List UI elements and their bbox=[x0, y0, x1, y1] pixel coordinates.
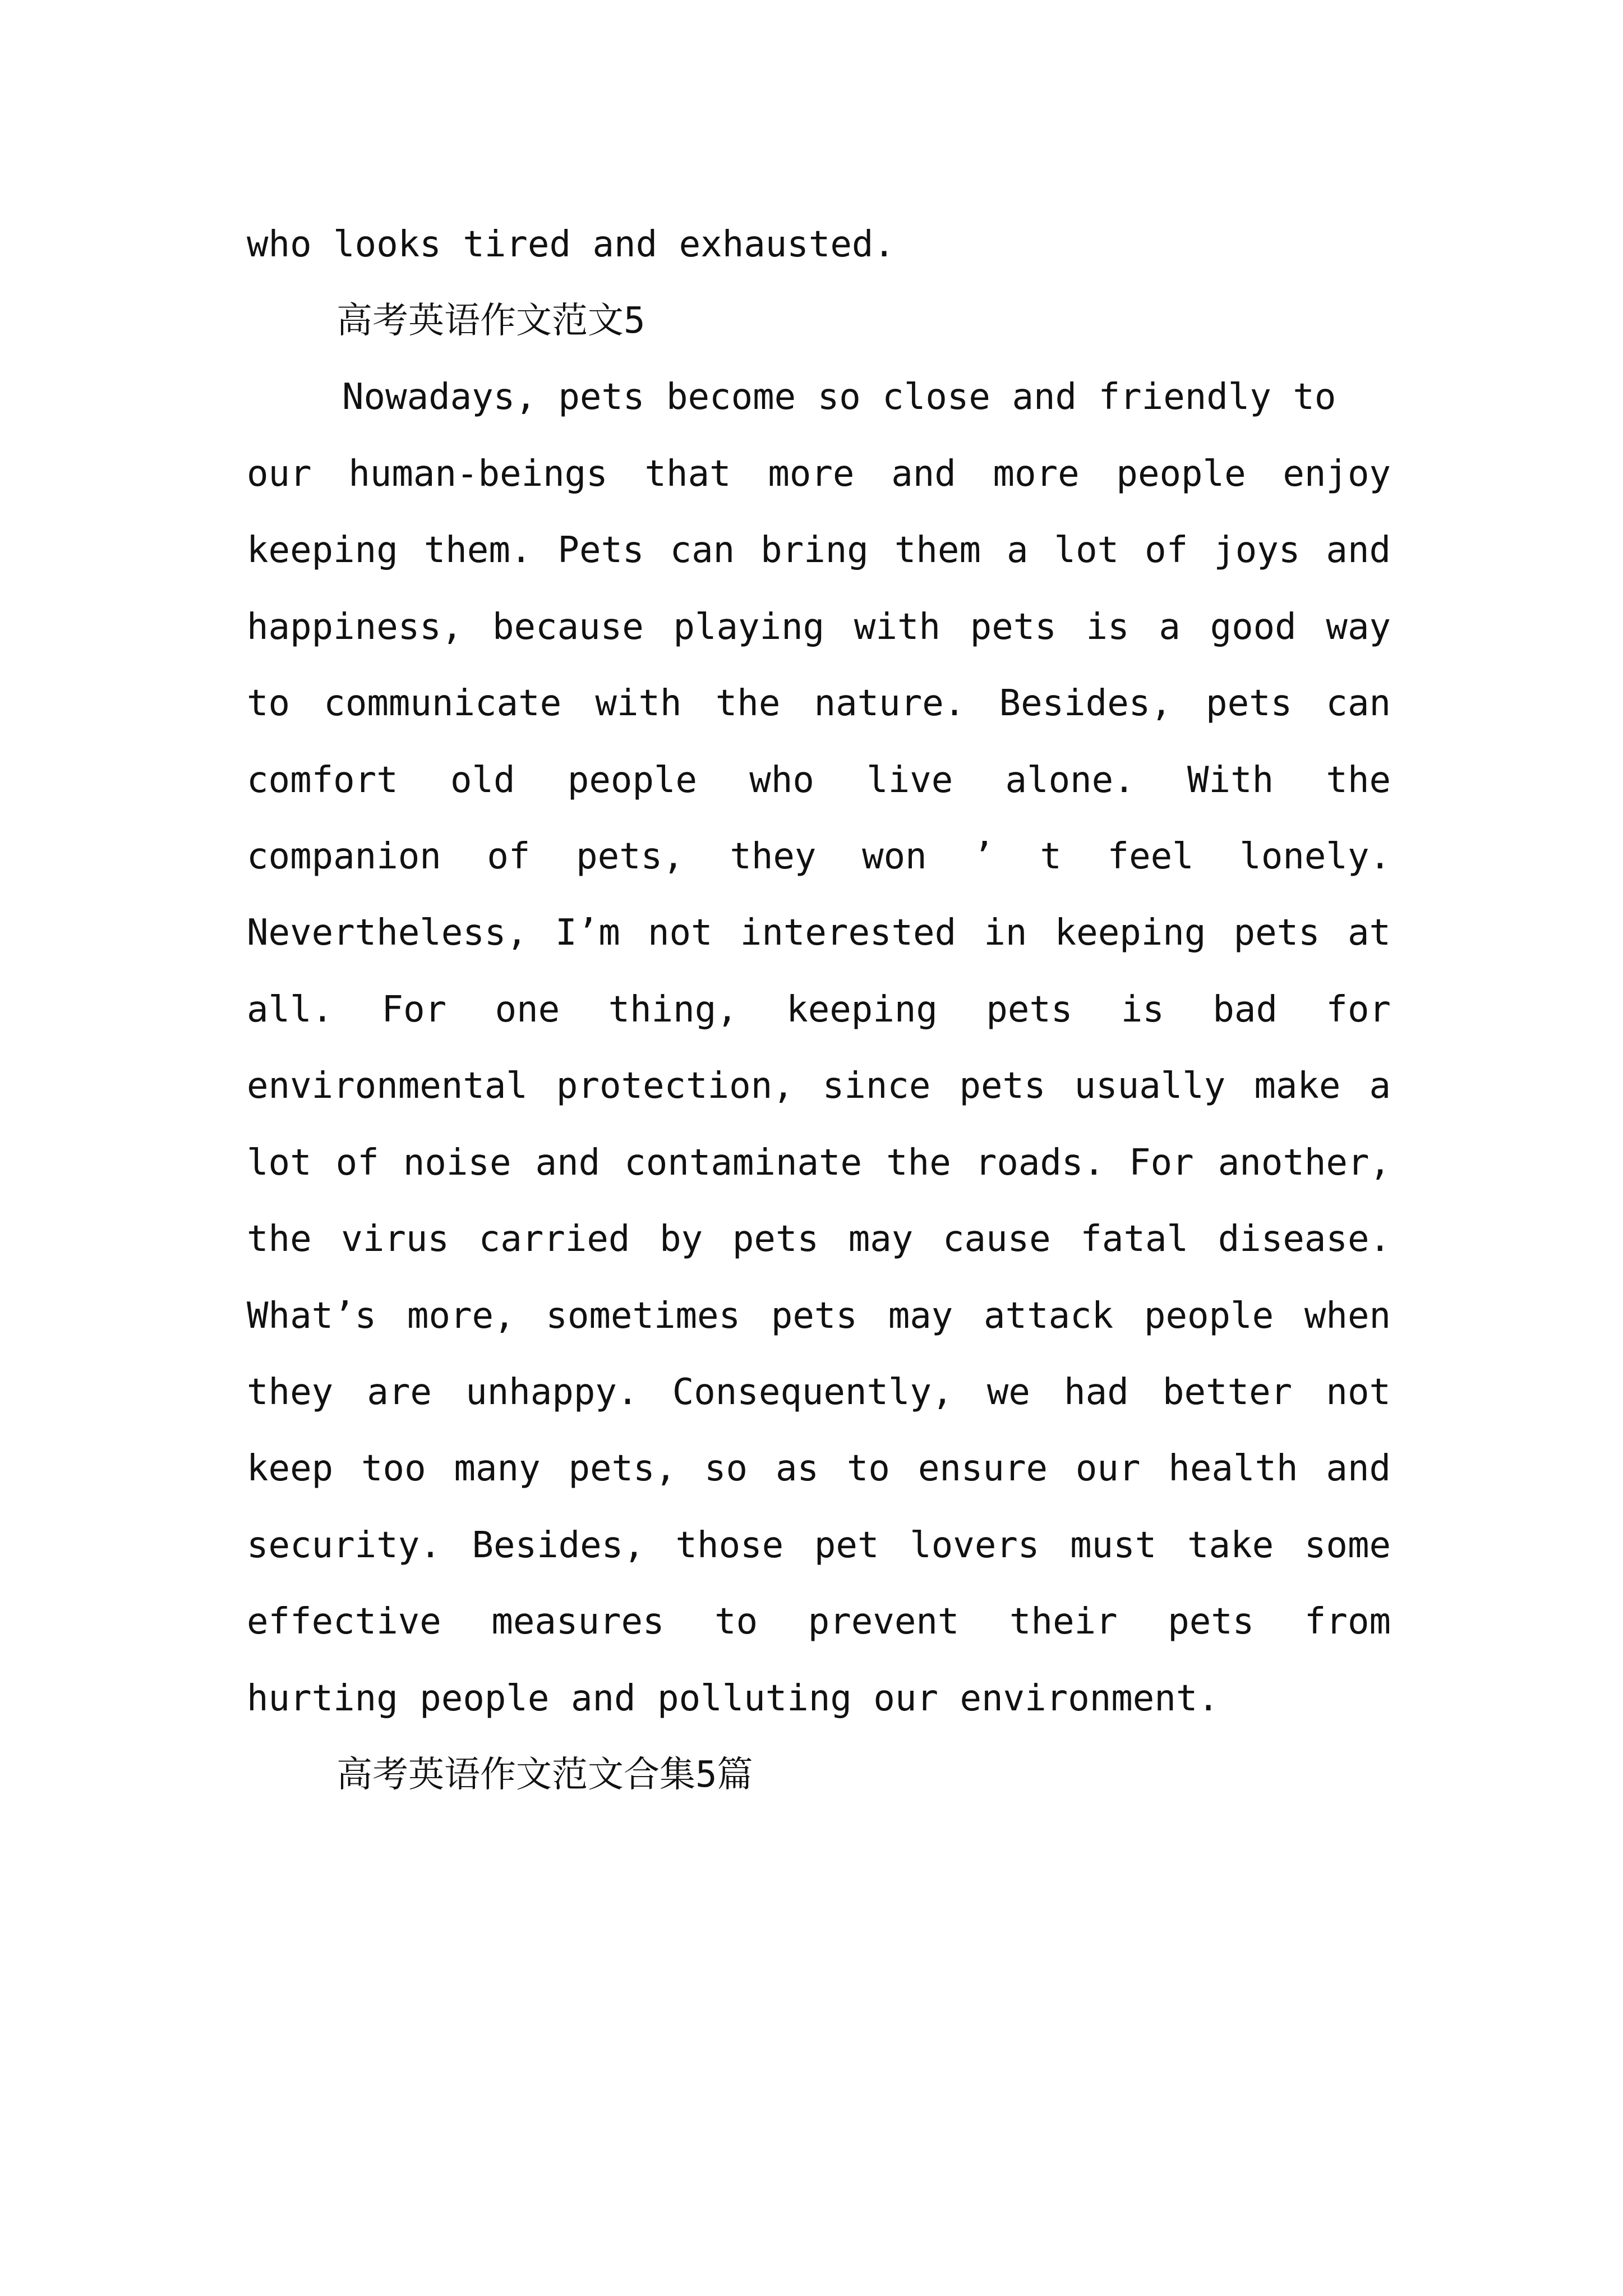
paragraph-line: hurting people and polluting our environment. bbox=[247, 1678, 1219, 1719]
paragraph-line: they are unhappy. Consequently, we had better not bbox=[247, 1372, 1391, 1413]
paragraph-line: keeping them. Pets can bring them a lot of joys and bbox=[247, 530, 1391, 571]
text-line-continued: who looks tired and exhausted. bbox=[247, 224, 895, 265]
paragraph-line: lot of noise and contaminate the roads. For another, bbox=[247, 1142, 1391, 1184]
paragraph-line: comfort old people who live alone. With the bbox=[247, 760, 1391, 801]
paragraph-line: Nevertheless, I’m not interested in keeping pets at bbox=[247, 912, 1391, 954]
paragraph-line: effective measures to prevent their pets from bbox=[247, 1601, 1391, 1642]
paragraph-line: security. Besides, those pet lovers must take some bbox=[247, 1525, 1391, 1566]
paragraph-line: keep too many pets, so as to ensure our health and bbox=[247, 1448, 1391, 1489]
paragraph-line: our human-beings that more and more people enjoy bbox=[247, 453, 1391, 495]
paragraph-line: to communicate with the nature. Besides, pets can bbox=[247, 683, 1391, 724]
paragraph-line: What’s more, sometimes pets may attack people when bbox=[247, 1295, 1391, 1337]
paragraph-line: environmental protection, since pets usually make a bbox=[247, 1065, 1391, 1107]
paragraph-line: the virus carried by pets may cause fatal disease. bbox=[247, 1218, 1391, 1260]
paragraph-line: all. For one thing, keeping pets is bad for bbox=[247, 989, 1391, 1030]
footer-heading: 高考英语作文范文合集5篇 bbox=[336, 1754, 753, 1796]
paragraph-line: companion of pets, they won ’ t feel lonely. bbox=[247, 836, 1391, 877]
section-heading: 高考英语作文范文5 bbox=[336, 300, 645, 342]
paragraph-line: happiness, because playing with pets is a good way bbox=[247, 606, 1391, 648]
paragraph-line: Nowadays, pets become so close and friendly to bbox=[342, 376, 1336, 418]
